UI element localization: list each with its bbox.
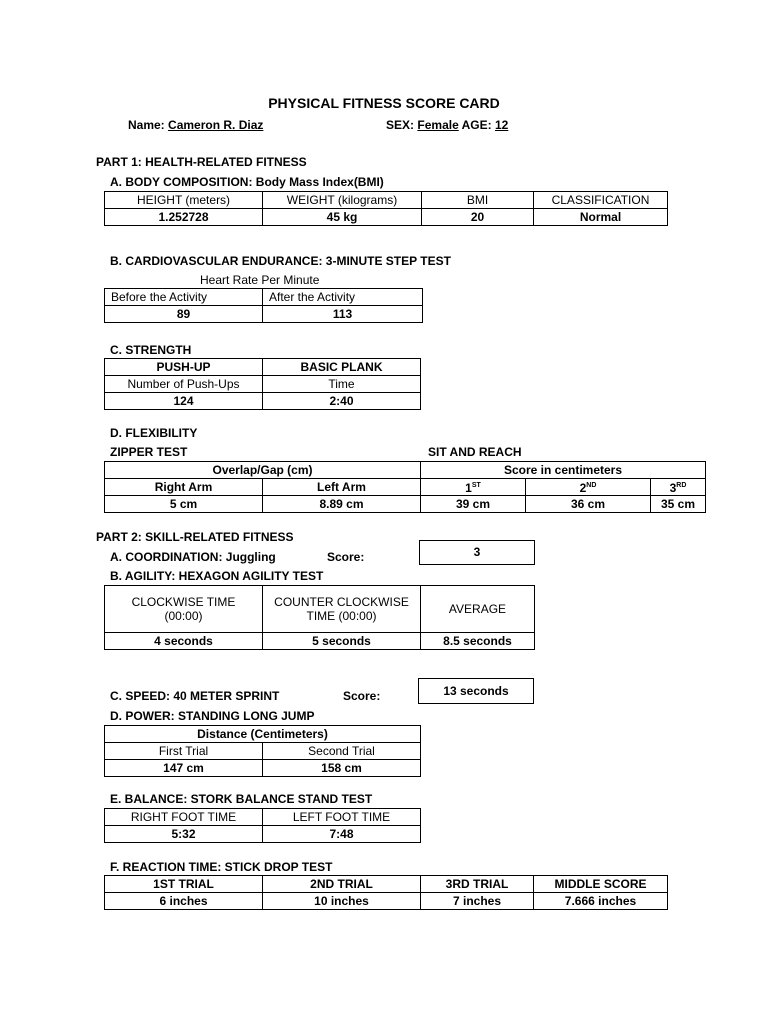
table-row xyxy=(105,479,706,496)
speed-heading: C. SPEED: 40 METER SPRINT xyxy=(110,689,280,703)
bmi-value-height: 1.252728 xyxy=(105,209,263,226)
strength-sub-plank: Time xyxy=(263,376,421,393)
power-value-first: 147 cm xyxy=(105,760,263,777)
part2-heading: PART 2: SKILL-RELATED FITNESS xyxy=(96,530,294,544)
coordination-score-label: Score: xyxy=(327,550,365,564)
power-header-second: Second Trial xyxy=(263,743,421,760)
sit-header-3rd: 3RD xyxy=(651,479,706,496)
name-label: Name: xyxy=(128,118,165,132)
part1-heading: PART 1: HEALTH-RELATED FITNESS xyxy=(96,155,307,169)
cardio-value-before: 89 xyxy=(105,306,263,323)
bmi-header-height: HEIGHT (meters) xyxy=(105,192,263,209)
reaction-value-middle: 7.666 inches xyxy=(534,893,668,910)
bmi-header-classification: CLASSIFICATION xyxy=(534,192,668,209)
table-row xyxy=(105,462,706,479)
body-comp-heading: A. BODY COMPOSITION: Body Mass Index(BMI) xyxy=(110,175,384,189)
strength-value-plank: 2:40 xyxy=(263,393,421,410)
strength-sub-pushup: Number of Push-Ups xyxy=(105,376,263,393)
flex-heading: D. FLEXIBILITY xyxy=(110,426,198,440)
speed-score-label: Score: xyxy=(343,689,381,703)
table-row xyxy=(105,743,421,760)
page-title: PHYSICAL FITNESS SCORE CARD xyxy=(268,95,500,111)
name-value: Cameron R. Diaz xyxy=(168,118,264,132)
coordination-heading: A. COORDINATION: Juggling xyxy=(110,550,276,564)
cardio-header-before: Before the Activity xyxy=(105,289,263,306)
power-group-header: Distance (Centimeters) xyxy=(105,726,421,743)
table-row xyxy=(105,359,421,376)
strength-header-plank: BASIC PLANK xyxy=(263,359,421,376)
table-row xyxy=(105,826,421,843)
sex-label: SEX: xyxy=(386,118,415,132)
reaction-heading: F. REACTION TIME: STICK DROP TEST xyxy=(110,860,333,874)
sit-header-1st: 1ST xyxy=(421,479,526,496)
bmi-value-weight: 45 kg xyxy=(263,209,422,226)
agility-header-average: AVERAGE xyxy=(421,586,535,633)
balance-value-left: 7:48 xyxy=(263,826,421,843)
table-row xyxy=(105,496,706,513)
cardio-sublabel: Heart Rate Per Minute xyxy=(200,273,320,287)
speed-score-box: 13 seconds xyxy=(418,678,534,704)
agility-value-counter: 5 seconds xyxy=(263,633,421,650)
table-row xyxy=(105,289,423,306)
table-row xyxy=(105,393,421,410)
reaction-header-2nd: 2ND TRIAL xyxy=(263,876,421,893)
balance-header-right: RIGHT FOOT TIME xyxy=(105,809,263,826)
power-value-second: 158 cm xyxy=(263,760,421,777)
reaction-table xyxy=(104,875,668,910)
table-row xyxy=(105,760,421,777)
table-row xyxy=(105,586,535,633)
info-line xyxy=(128,118,511,132)
sit-header-2nd: 2ND xyxy=(526,479,651,496)
table-row xyxy=(105,809,421,826)
age-value: 12 xyxy=(494,118,509,132)
table-row xyxy=(105,633,535,650)
table-row xyxy=(105,726,421,743)
bmi-header-weight: WEIGHT (kilograms) xyxy=(263,192,422,209)
agility-header-counter: COUNTER CLOCKWISE TIME (00:00) xyxy=(263,586,421,633)
age-label: AGE: xyxy=(461,118,492,132)
cardio-table xyxy=(104,288,423,323)
power-heading: D. POWER: STANDING LONG JUMP xyxy=(110,709,315,723)
table-row xyxy=(105,376,421,393)
strength-table xyxy=(104,358,421,410)
sit-value-1st: 39 cm xyxy=(421,496,526,513)
balance-table xyxy=(104,808,421,843)
reaction-header-1st: 1ST TRIAL xyxy=(105,876,263,893)
strength-value-pushup: 124 xyxy=(105,393,263,410)
sit-value-2nd: 36 cm xyxy=(526,496,651,513)
balance-header-left: LEFT FOOT TIME xyxy=(263,809,421,826)
agility-table xyxy=(104,585,535,650)
reaction-value-1st: 6 inches xyxy=(105,893,263,910)
table-row xyxy=(105,876,668,893)
reaction-header-middle: MIDDLE SCORE xyxy=(534,876,668,893)
balance-value-right: 5:32 xyxy=(105,826,263,843)
agility-value-clockwise: 4 seconds xyxy=(105,633,263,650)
reaction-value-3rd: 7 inches xyxy=(421,893,534,910)
reaction-value-2nd: 10 inches xyxy=(263,893,421,910)
table-row xyxy=(105,192,668,209)
table-row xyxy=(105,893,668,910)
power-table xyxy=(104,725,421,777)
zipper-value-right: 5 cm xyxy=(105,496,263,513)
strength-heading: C. STRENGTH xyxy=(110,343,192,357)
zipper-header-left: Left Arm xyxy=(263,479,421,496)
agility-header-clockwise: CLOCKWISE TIME (00:00) xyxy=(105,586,263,633)
cardio-heading: B. CARDIOVASCULAR ENDURANCE: 3-MINUTE STEP TEST xyxy=(110,254,451,268)
sex-value: Female xyxy=(417,118,459,132)
sit-reach-label: SIT AND REACH xyxy=(428,445,522,459)
agility-value-average: 8.5 seconds xyxy=(421,633,535,650)
table-row xyxy=(105,209,668,226)
bmi-value-bmi: 20 xyxy=(422,209,534,226)
bmi-value-classification: Normal xyxy=(534,209,668,226)
flexibility-table xyxy=(104,461,706,513)
zipper-header-right: Right Arm xyxy=(105,479,263,496)
coordination-score-box: 3 xyxy=(419,540,535,565)
sit-value-3rd: 35 cm xyxy=(651,496,706,513)
zipper-value-left: 8.89 cm xyxy=(263,496,421,513)
cardio-header-after: After the Activity xyxy=(263,289,423,306)
cardio-value-after: 113 xyxy=(263,306,423,323)
sit-group-header: Score in centimeters xyxy=(421,462,706,479)
bmi-table xyxy=(104,191,668,226)
strength-header-pushup: PUSH-UP xyxy=(105,359,263,376)
reaction-header-3rd: 3RD TRIAL xyxy=(421,876,534,893)
balance-heading: E. BALANCE: STORK BALANCE STAND TEST xyxy=(110,792,373,806)
bmi-header-bmi: BMI xyxy=(422,192,534,209)
agility-heading: B. AGILITY: HEXAGON AGILITY TEST xyxy=(110,569,324,583)
table-row xyxy=(105,306,423,323)
zipper-label: ZIPPER TEST xyxy=(110,445,188,459)
power-header-first: First Trial xyxy=(105,743,263,760)
zipper-group-header: Overlap/Gap (cm) xyxy=(105,462,421,479)
